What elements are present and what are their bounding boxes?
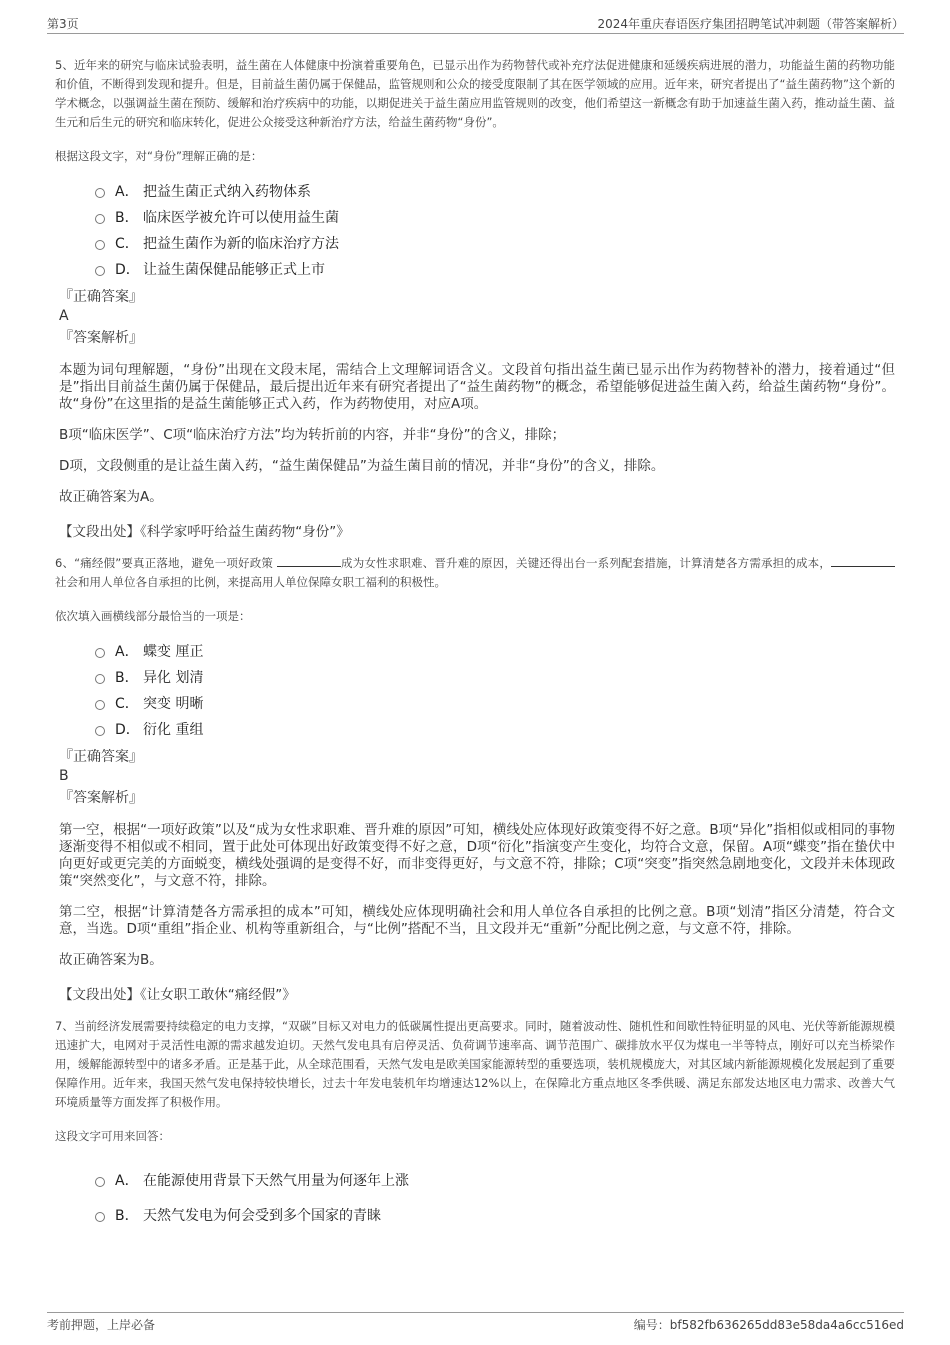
question-stem: 7、当前经济发展需要持续稳定的电力支撑，“双碳”目标又对电力的低碳属性提出更高要求。同时，随着波动性、随机性和间歇性特征明显的风电、光伏等新能源规模迅速扩大，电网对于灵活性电源的需求越发迫切。天然气发电具有启停灵活、负荷调节速率高、调节范围广、碳排放水平仅为煤电一半等特点，刚好可以充当桥梁作用，缓解能源转型中的诸多矛盾。正是基于此，从全球范围看，天然气发电是欧美国家能源转型的重要选项，装机规模庞大，对其区域内新能源规模化发展起到了重要保障作用。近年来，我国天然气发电保持较快增长，过去十年发电装机年均增速达12%以上，在保障北方重点地区冬季供暖、满足东部发达地区电力需求、改善大气环境质量等方面发挥了积极作用。 xyxy=(55,1019,895,1109)
option-c[interactable]: C． 把益生菌作为新的临床治疗方法 xyxy=(95,230,895,256)
question-5 xyxy=(55,56,895,540)
analysis-paragraph: 第一空，根据“一项好政策”以及“成为女性求职难、晋升难的原因”可知，横线处应体现好政策变得不好之意。B项“异化”指相似或相同的事物逐渐变得不相似或不相同，置于此处可体现出好政策变得不好之意，D项“衍化”指演变产生变化，均符合文意，保留。A项“蝶变”指在蛰伏中向更好或更完美的方面蜕变，横线处强调的是变得不好，而非变得更好，与文意不符，排除；C项“突变”指突然急剧地变化，文段并未体现政策“突然变化”，与文意不符，排除。 xyxy=(59,822,895,889)
option-b[interactable]: B． 临床医学被允许可以使用益生菌 xyxy=(95,204,895,230)
answer-label: 『正确答案』 xyxy=(59,749,143,765)
option-list xyxy=(95,638,895,742)
analysis-label: 『答案解析』 xyxy=(59,790,143,806)
radio-icon[interactable] xyxy=(95,188,105,198)
source-citation: 【文段出处】《让女职工敢休“痛经假”》 xyxy=(59,987,296,1003)
option-a[interactable]: A． 把益生菌正式纳入药物体系 xyxy=(95,178,895,204)
radio-icon[interactable] xyxy=(95,240,105,250)
correct-answer: B xyxy=(59,768,69,784)
answer-label: 『正确答案』 xyxy=(59,289,143,305)
analysis-label: 『答案解析』 xyxy=(59,330,143,346)
radio-icon[interactable] xyxy=(95,700,105,710)
radio-icon[interactable] xyxy=(95,214,105,224)
option-list xyxy=(95,178,895,282)
source-citation: 【文段出处】《科学家呼吁给益生菌药物“身份”》 xyxy=(59,524,350,540)
correct-answer: A xyxy=(59,308,69,324)
radio-icon[interactable] xyxy=(95,674,105,684)
analysis-paragraph: D项，文段侧重的是让益生菌入药，“益生菌保健品”为益生菌目前的情况，并非“身份”的含义，排除。 xyxy=(59,458,665,474)
analysis-paragraph: 故正确答案为B。 xyxy=(59,952,163,968)
option-list xyxy=(95,1158,895,1228)
question-6 xyxy=(55,554,895,1003)
analysis-paragraph: 第二空，根据“计算清楚各方需承担的成本”可知，横线处应体现明确社会和用人单位各自承担的比例之意。B项“划清”指区分清楚，符合文意，当选。D项“重组”指企业、机构等重新组合，与“比例”搭配不当，且文段并无“重新”分配比例之意，与文意不符，排除。 xyxy=(59,904,895,937)
option-c[interactable]: C． 突变 明晰 xyxy=(95,690,895,716)
document-title: 2024年重庆春语医疗集团招聘笔试冲刺题（带答案解析） xyxy=(597,17,904,31)
question-prompt: 依次填入画横线部分最恰当的一项是： xyxy=(55,609,251,623)
document-code: 编号：bf582fb636265dd83e58da4a6cc516ed xyxy=(633,1318,904,1332)
page-header xyxy=(47,15,904,34)
question-7 xyxy=(55,1017,895,1228)
analysis-paragraph: 故正确答案为A。 xyxy=(59,489,163,505)
option-b[interactable]: B． 天然气发电为何会受到多个国家的青睐 xyxy=(95,1202,895,1228)
question-stem: 6、“痛经假”要真正落地，避免一项好政策 成为女性求职难、晋升难的原因，关键还得出台一系列配套措施，计算清楚各方需承担的成本，社会和用人单位各自承担的比例，来提高用人单位保障女职工福利的积极性。 xyxy=(55,554,895,592)
option-b[interactable]: B． 异化 划清 xyxy=(95,664,895,690)
radio-icon[interactable] xyxy=(95,1212,105,1222)
analysis-paragraph: B项“临床医学”、C项“临床治疗方法”均为转折前的内容，并非“身份”的含义，排除； xyxy=(59,427,566,443)
option-a[interactable]: A． 蝶变 厘正 xyxy=(95,638,895,664)
fill-blank xyxy=(277,554,341,567)
radio-icon[interactable] xyxy=(95,266,105,276)
main-content xyxy=(55,56,895,1228)
radio-icon[interactable] xyxy=(95,726,105,736)
option-d[interactable]: D． 衍化 重组 xyxy=(95,716,895,742)
fill-blank xyxy=(831,554,895,567)
analysis-paragraph: 本题为词句理解题，“身份”出现在文段末尾，需结合上文理解词语含义。文段首句指出益生菌已显示出作为药物替补的潜力，接着通过“但是”指出目前益生菌仍属于保健品，最后提出近年来有研究者提出了“益生菌药物”的概念，希望能够促进益生菌入药，给益生菌药物“身份”。故“身份”在这里指的是益生菌能够正式入药，作为药物使用，对应A项。 xyxy=(59,362,895,412)
option-d[interactable]: D． 让益生菌保健品能够正式上市 xyxy=(95,256,895,282)
page-footer xyxy=(47,1312,904,1333)
question-prompt: 这段文字可用来回答： xyxy=(55,1129,170,1143)
question-stem: 5、近年来的研究与临床试验表明，益生菌在人体健康中扮演着重要角色，已显示出作为药物替代或补充疗法促进健康和延缓疾病进展的潜力，功能益生菌的药物功能和价值，不断得到发现和提升。但是，目前益生菌仍属于保健品，监管规则和公众的接受度限制了其在医学领域的应用。近年来，研究者提出了“益生菌药物”这个新的学术概念，以强调益生菌在预防、缓解和治疗疾病中的功能，以期促进关于益生菌应用监管规则的改变，他们希望这一新概念有助于加速益生菌入药，推动益生菌、益生元和后生元的研究和临床转化，促进公众接受这种新治疗方法，给益生菌药物“身份”。 xyxy=(55,58,895,129)
question-prompt: 根据这段文字，对“身份”理解正确的是： xyxy=(55,149,263,163)
footer-slogan: 考前押题，上岸必备 xyxy=(47,1318,156,1332)
page-number: 第3页 xyxy=(47,17,79,31)
radio-icon[interactable] xyxy=(95,648,105,658)
radio-icon[interactable] xyxy=(95,1177,105,1187)
option-a[interactable]: A． 在能源使用背景下天然气用量为何逐年上涨 xyxy=(95,1158,895,1202)
